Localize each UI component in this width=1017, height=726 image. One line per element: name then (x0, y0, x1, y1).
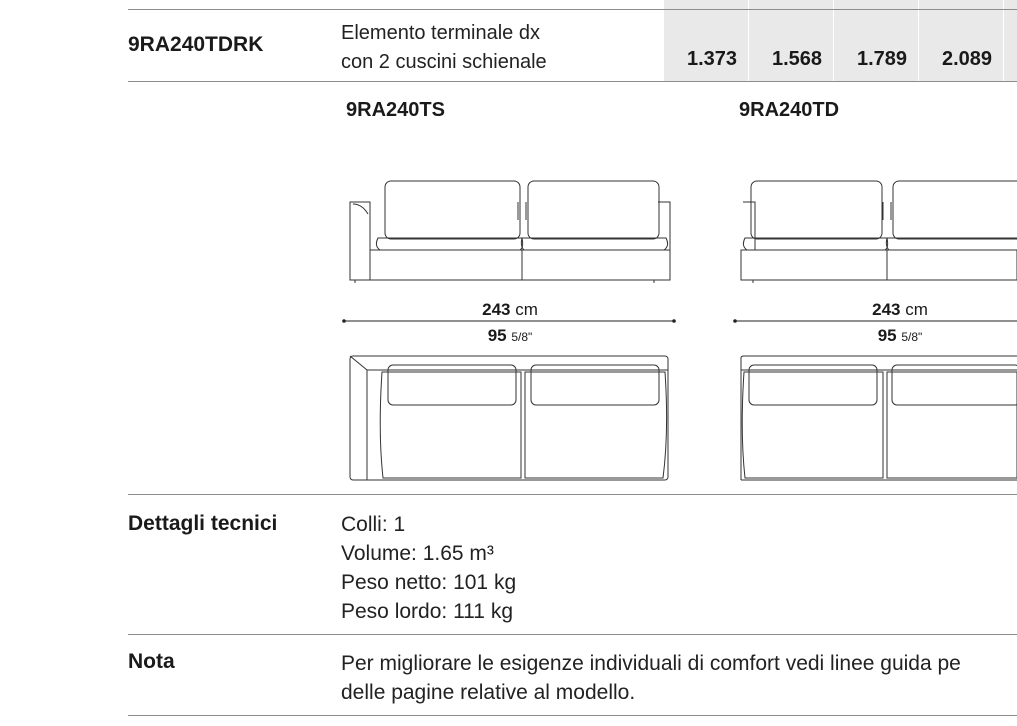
description-line-1: Elemento terminale dx (341, 22, 540, 44)
sofa-front-view-drawing (735, 170, 1017, 285)
row-divider (128, 494, 1017, 495)
model-code-right: 9RA240TD (739, 99, 840, 121)
table-top-rule (128, 9, 1017, 10)
table-bottom-rule (128, 715, 1017, 716)
dimension-cm-unit: cm (905, 300, 928, 319)
price-cell: 1.373 (686, 48, 738, 70)
dimension-cm-value: 243 (872, 300, 901, 319)
row-divider (128, 634, 1017, 635)
note-line-2: delle pagine relative al modello. (341, 681, 636, 704)
description-line-2: con 2 cuscini schienale (341, 51, 547, 73)
gross-weight: Peso lordo: 111 kg (341, 600, 513, 623)
note-line-1: Per migliorare le esigenze individuali di comfort vedi linee guida pe (341, 652, 961, 675)
dimension-inch-left (410, 326, 610, 346)
note-label: Nota (128, 650, 175, 673)
price-cell: 2.089 (941, 48, 993, 70)
dimension-inch-fraction: 5/8" (901, 330, 923, 344)
volume: Volume: 1.65 m³ (341, 542, 494, 565)
price-cell: 1.789 (856, 48, 908, 70)
technical-details-list (341, 510, 516, 626)
dimension-line-left (338, 316, 680, 326)
price-cell: 1.568 (771, 48, 823, 70)
dimension-inch-right (800, 326, 1000, 346)
sofa-top-view-drawing (737, 352, 1017, 484)
packages-count: Colli: 1 (341, 513, 406, 536)
product-code: 9RA240TDRK (128, 33, 264, 56)
row-divider (128, 81, 1017, 82)
net-weight: Peso netto: 101 kg (341, 571, 517, 594)
dimension-inch-value: 95 (487, 326, 507, 345)
product-description (341, 19, 547, 77)
sofa-front-view-drawing (340, 170, 680, 285)
dimension-inch-fraction: 5/8" (511, 330, 533, 344)
dimension-cm-value: 243 (482, 300, 511, 319)
sofa-top-view-drawing (345, 352, 680, 484)
dimension-inch-value: 95 (877, 326, 897, 345)
dimension-cm-unit: cm (515, 300, 538, 319)
dimension-line-right (729, 316, 1017, 326)
note-text (341, 649, 961, 707)
technical-details-label: Dettagli tecnici (128, 512, 278, 535)
model-code-left: 9RA240TS (346, 99, 445, 121)
